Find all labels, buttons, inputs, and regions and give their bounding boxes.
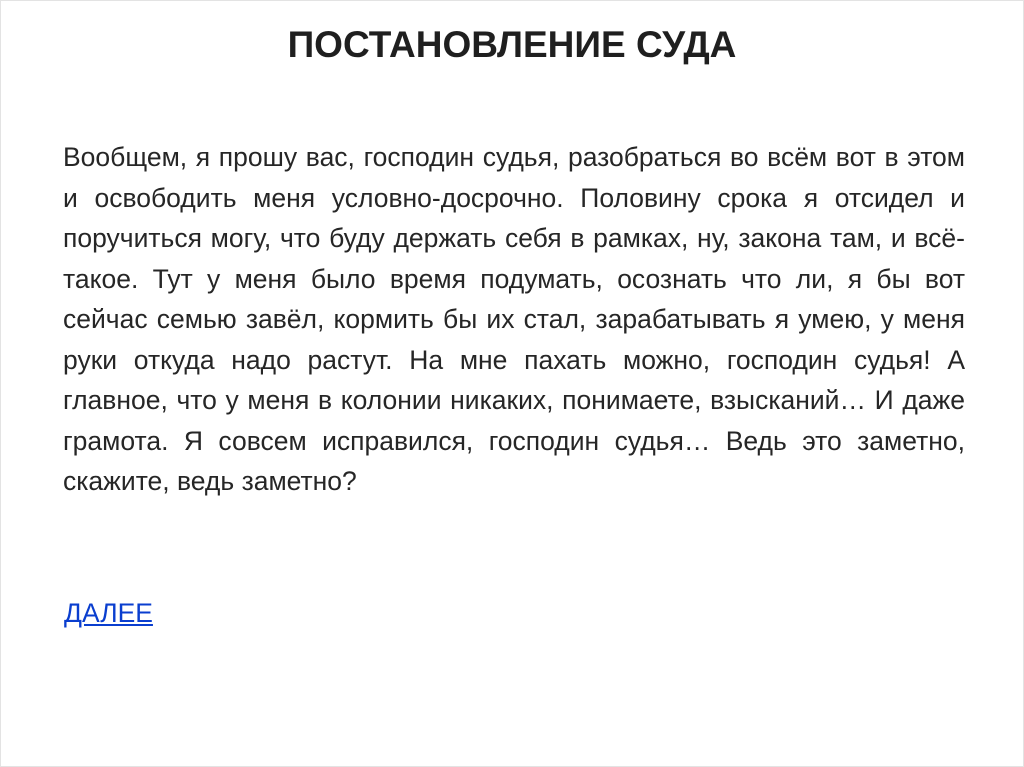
slide-body-text: Вообщем, я прошу вас, господин судья, разобраться во всём вот в этом и освободить меня условно-досрочно. Половину срока я отсидел и поручиться могу, что буду держать себя в рамках, ну, закона там, и всё-такое. Тут у меня было время подумать, осознать что ли, я бы вот сейчас семью завёл, кормить бы их стал, зарабатывать я умею, у меня руки откуда надо растут. На мне пахать можно, господин судья! А главное, что у меня в колонии никаких, понимаете, взысканий… И даже грамота. Я совсем исправился, господин судья… Ведь это заметно, скажите, ведь заметно?: [63, 142, 965, 496]
slide-title: ПОСТАНОВЛЕНИЕ СУДА: [287, 24, 737, 65]
next-link[interactable]: ДАЛЕЕ: [64, 598, 153, 628]
